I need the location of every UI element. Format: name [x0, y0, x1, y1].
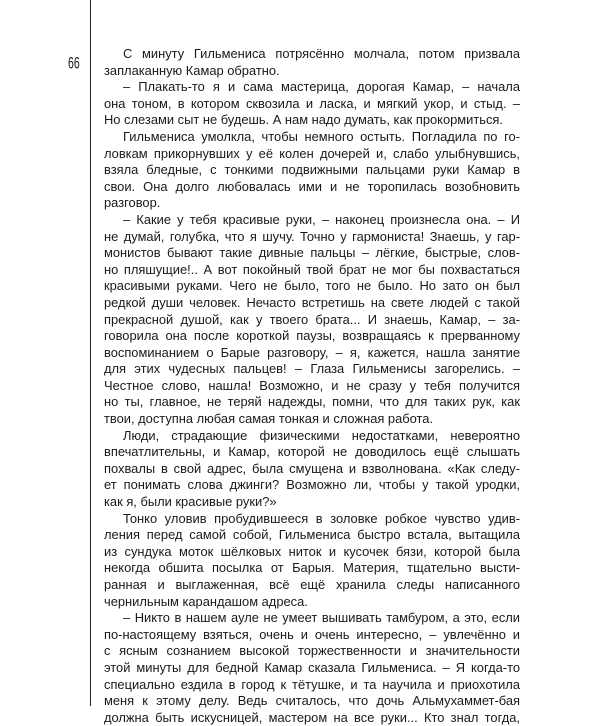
text-line: из сундука моток шёлковых ниток и кусочек бязи, которой была — [104, 543, 520, 559]
text-line: должна быть искусницей, мастером на все руки... Кто знал тогда, — [104, 709, 520, 725]
text-line: Люди, страдающие физическими недостатками, невероятно — [123, 427, 520, 443]
text-line: для этих чудесных пальцев! – Глаза Гильменисы загорелись. – — [104, 361, 520, 377]
text-line: она тоном, в котором сквозила и ласка, и мягкий укор, и стыд. – — [104, 95, 520, 111]
text-line: не думай, голубка, что я шучу. Точно у гармониста! Знаешь, у гар- — [104, 228, 520, 244]
text-line: Честное слово, нашла! Возможно, и не сразу у тебя получится — [104, 377, 520, 393]
text-line: заплаканную Камар обратно. — [104, 62, 280, 78]
text-line: Но слезами сыт не будешь. А нам надо думать, как прокормиться. — [104, 112, 503, 128]
text-block — [104, 46, 520, 726]
text-line: монистов бывают такие дивные пальцы – лёгкие, быстрые, слов- — [104, 245, 520, 261]
text-line: свои. Она долго любовалась ими и не торопилась возобновить — [104, 178, 520, 194]
text-line: по-настоящему взяться, очень и очень интересно, – увлечённо и — [104, 626, 520, 642]
page-number: 66 — [68, 54, 80, 73]
text-line: но пляшущие!.. А вот покойный твой брат не мог бы похвастаться — [104, 261, 520, 277]
text-line: прекрасной душой, как у твоего брата... И знаешь, Камар, – за- — [104, 311, 520, 327]
text-line: чернильным карандашом адреса. — [104, 593, 308, 609]
text-line: – Какие у тебя красивые руки, – наконец произнесла она. – И — [123, 211, 520, 227]
text-line: некогда обшита посылка от Барыя. Материя, тщательно высти- — [104, 560, 520, 576]
text-line: ранная и выглаженная, всё ещё хранила следы написанного — [104, 577, 520, 592]
text-line: редкой души человек. Нечасто встретишь на свете людей с такой — [104, 294, 520, 310]
text-line: впечатлительны, и Камар, которой не доводилось ещё слышать — [104, 444, 520, 460]
text-line: твои, доступна любая самая тонкая и сложная работа. — [104, 411, 434, 427]
text-line: ления перед самой собой, Гильмениса быстро встала, вытащила — [104, 527, 520, 543]
text-line: С минуту Гильмениса потрясённо молчала, потом призвала — [123, 46, 520, 61]
text-line: ловкам прикорнувших у её колен дочерей и, слабо улыбнувшись, — [104, 145, 520, 161]
text-line: воспоминанием о Барые разговору, – я, кажется, нашла занятие — [104, 344, 520, 360]
text-line: красивыми руками. Чего не было, того не было. Но зато он был — [104, 278, 520, 294]
text-line: с ясным сознанием высокой торжественности и значительности — [104, 643, 520, 659]
text-line: Гильмениса умолкла, чтобы немного остыть. Погладила по го- — [123, 128, 520, 144]
margin-rule — [90, 0, 91, 706]
text-line: но ты, главное, не теряй надежды, помни, что для таких рук, как — [104, 394, 520, 410]
text-line: ет понимать слова джинги? Возможно ли, чтобы у такой уродки, — [104, 477, 520, 493]
text-line: как я, были красивые руки?» — [104, 494, 277, 510]
text-line: – Никто в нашем ауле не умеет вышивать тамбуром, а это, если — [123, 610, 520, 626]
text-line: взяла бледные, с тонкими подвижными пальцами руки Камар в — [104, 162, 520, 178]
text-line: говорила она после короткой паузы, возвращаясь к прерванному — [104, 328, 520, 344]
text-line: этой минуты для бедной Камар сказала Гильмениса. – Я когда-то — [104, 659, 520, 675]
text-line: Тонко уловив пробудившееся в золовке робкое чувство удив- — [123, 510, 520, 526]
text-line: разговор. — [104, 195, 161, 211]
text-line: похвалы в свой адрес, была смущена и взволнована. «Как следу- — [104, 460, 520, 476]
text-line: – Плакать-то я и сама мастерица, дорогая Камар, – начала — [123, 79, 520, 95]
text-line: меня к этому делу. Ведь считалось, что дочь Альмухаммет-бая — [104, 693, 520, 709]
text-line: специально ездила в город к тётушке, и та научила и приохотила — [104, 676, 520, 692]
